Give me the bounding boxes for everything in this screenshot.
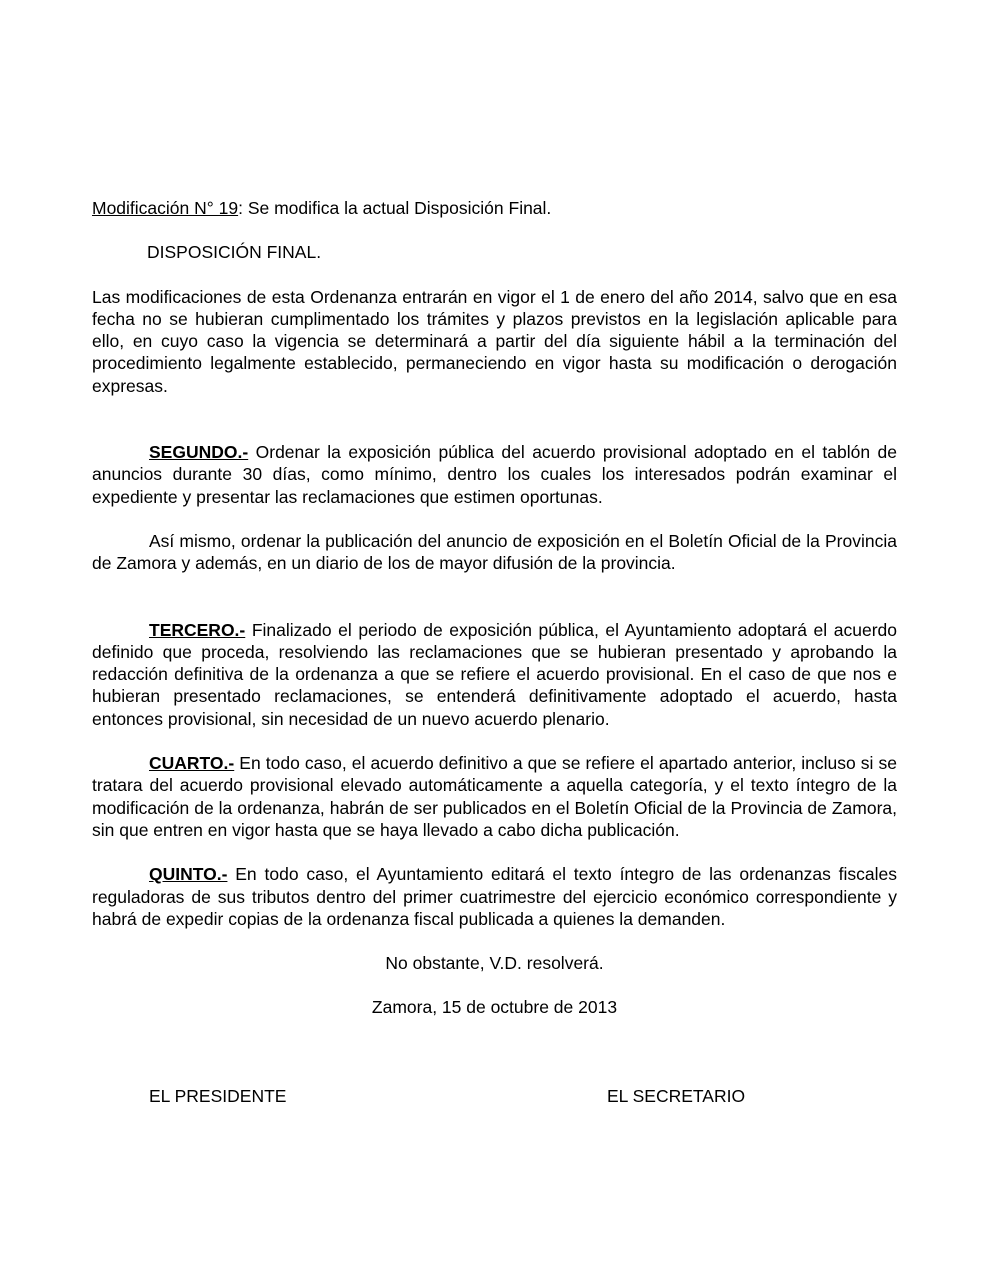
disposition-body: Las modificaciones de esta Ordenanza entrarán en vigor el 1 de enero del año 2014, salvo que en esa fecha no se hubieran cumplimentado los trámites y plazos previstos en la legislación aplicable para ello, en cuyo caso la vigencia se determinará a partir del día siguiente hábil a la terminación del procedimiento legalmente establecido, permaneciendo en vigor hasta su modificación o derogación expresas.: [92, 286, 897, 396]
disposition-title: DISPOSICIÓN FINAL.: [147, 242, 322, 263]
segundo-paragraph: [92, 441, 897, 508]
signature-president: EL PRESIDENTE: [149, 1085, 287, 1106]
modification-line: [92, 197, 897, 219]
signature-secretary: EL SECRETARIO: [607, 1085, 746, 1106]
quinto-heading: QUINTO.-: [149, 864, 228, 885]
signature-block: [92, 1085, 897, 1109]
closing-place-date: Zamora, 15 de octubre de 2013: [371, 997, 618, 1018]
modification-text: : Se modifica la actual Disposición Final.: [238, 198, 552, 218]
quinto-text: En todo caso, el Ayuntamiento editará el texto íntegro de las ordenanzas fiscales reguladoras de sus tributos dentro del primer cuatrimestre del ejercicio económico correspondiente y habrá de expedir copias de la ordenanza fiscal publicada a quienes la demanden.: [92, 864, 897, 929]
asi-mismo-paragraph: Así mismo, ordenar la publicación del anuncio de exposición en el Boletín Oficial de la Provincia de Zamora y además, en un diario de los de mayor difusión de la provincia.: [92, 530, 897, 574]
modification-label: Modificación N° 19: [92, 198, 239, 218]
tercero-paragraph: [92, 619, 897, 730]
tercero-text: Finalizado el periodo de exposición pública, el Ayuntamiento adoptará el acuerdo definido que proceda, resolviendo las reclamaciones que se hubieran presentado y aprobando la redacción definitiva de la ordenanza a que se refiere el acuerdo provisional. En el caso de que nos e hubieran presentado reclamaciones, se entenderá definitivamente adoptado el acuerdo, hasta entonces provisional, sin necesidad de un nuevo acuerdo plenario.: [92, 619, 897, 729]
closing-resolution: No obstante, V.D. resolverá.: [385, 953, 604, 974]
segundo-text: Ordenar la exposición pública del acuerdo provisional adoptado en el tablón de anuncios durante 30 días, como mínimo, dentro los cuales los interesados podrán examinar el expediente y presentar las reclamaciones que estimen oportunas.: [92, 442, 897, 507]
segundo-heading: SEGUNDO.-: [149, 442, 249, 463]
cuarto-paragraph: [92, 752, 897, 841]
cuarto-heading: CUARTO.-: [149, 753, 235, 774]
quinto-paragraph: [92, 863, 897, 930]
tercero-heading: TERCERO.-: [149, 619, 246, 640]
cuarto-text: En todo caso, el acuerdo definitivo a que se refiere el apartado anterior, incluso si se tratara del acuerdo provisional elevado automáticamente a aquella categoría, y el texto íntegro de la modificación de la ordenanza, habrán de ser publicados en el Boletín Oficial de la Provincia de Zamora, sin que entren en vigor hasta que se haya llevado a cabo dicha publicación.: [92, 753, 897, 840]
document-page: [92, 197, 897, 1109]
